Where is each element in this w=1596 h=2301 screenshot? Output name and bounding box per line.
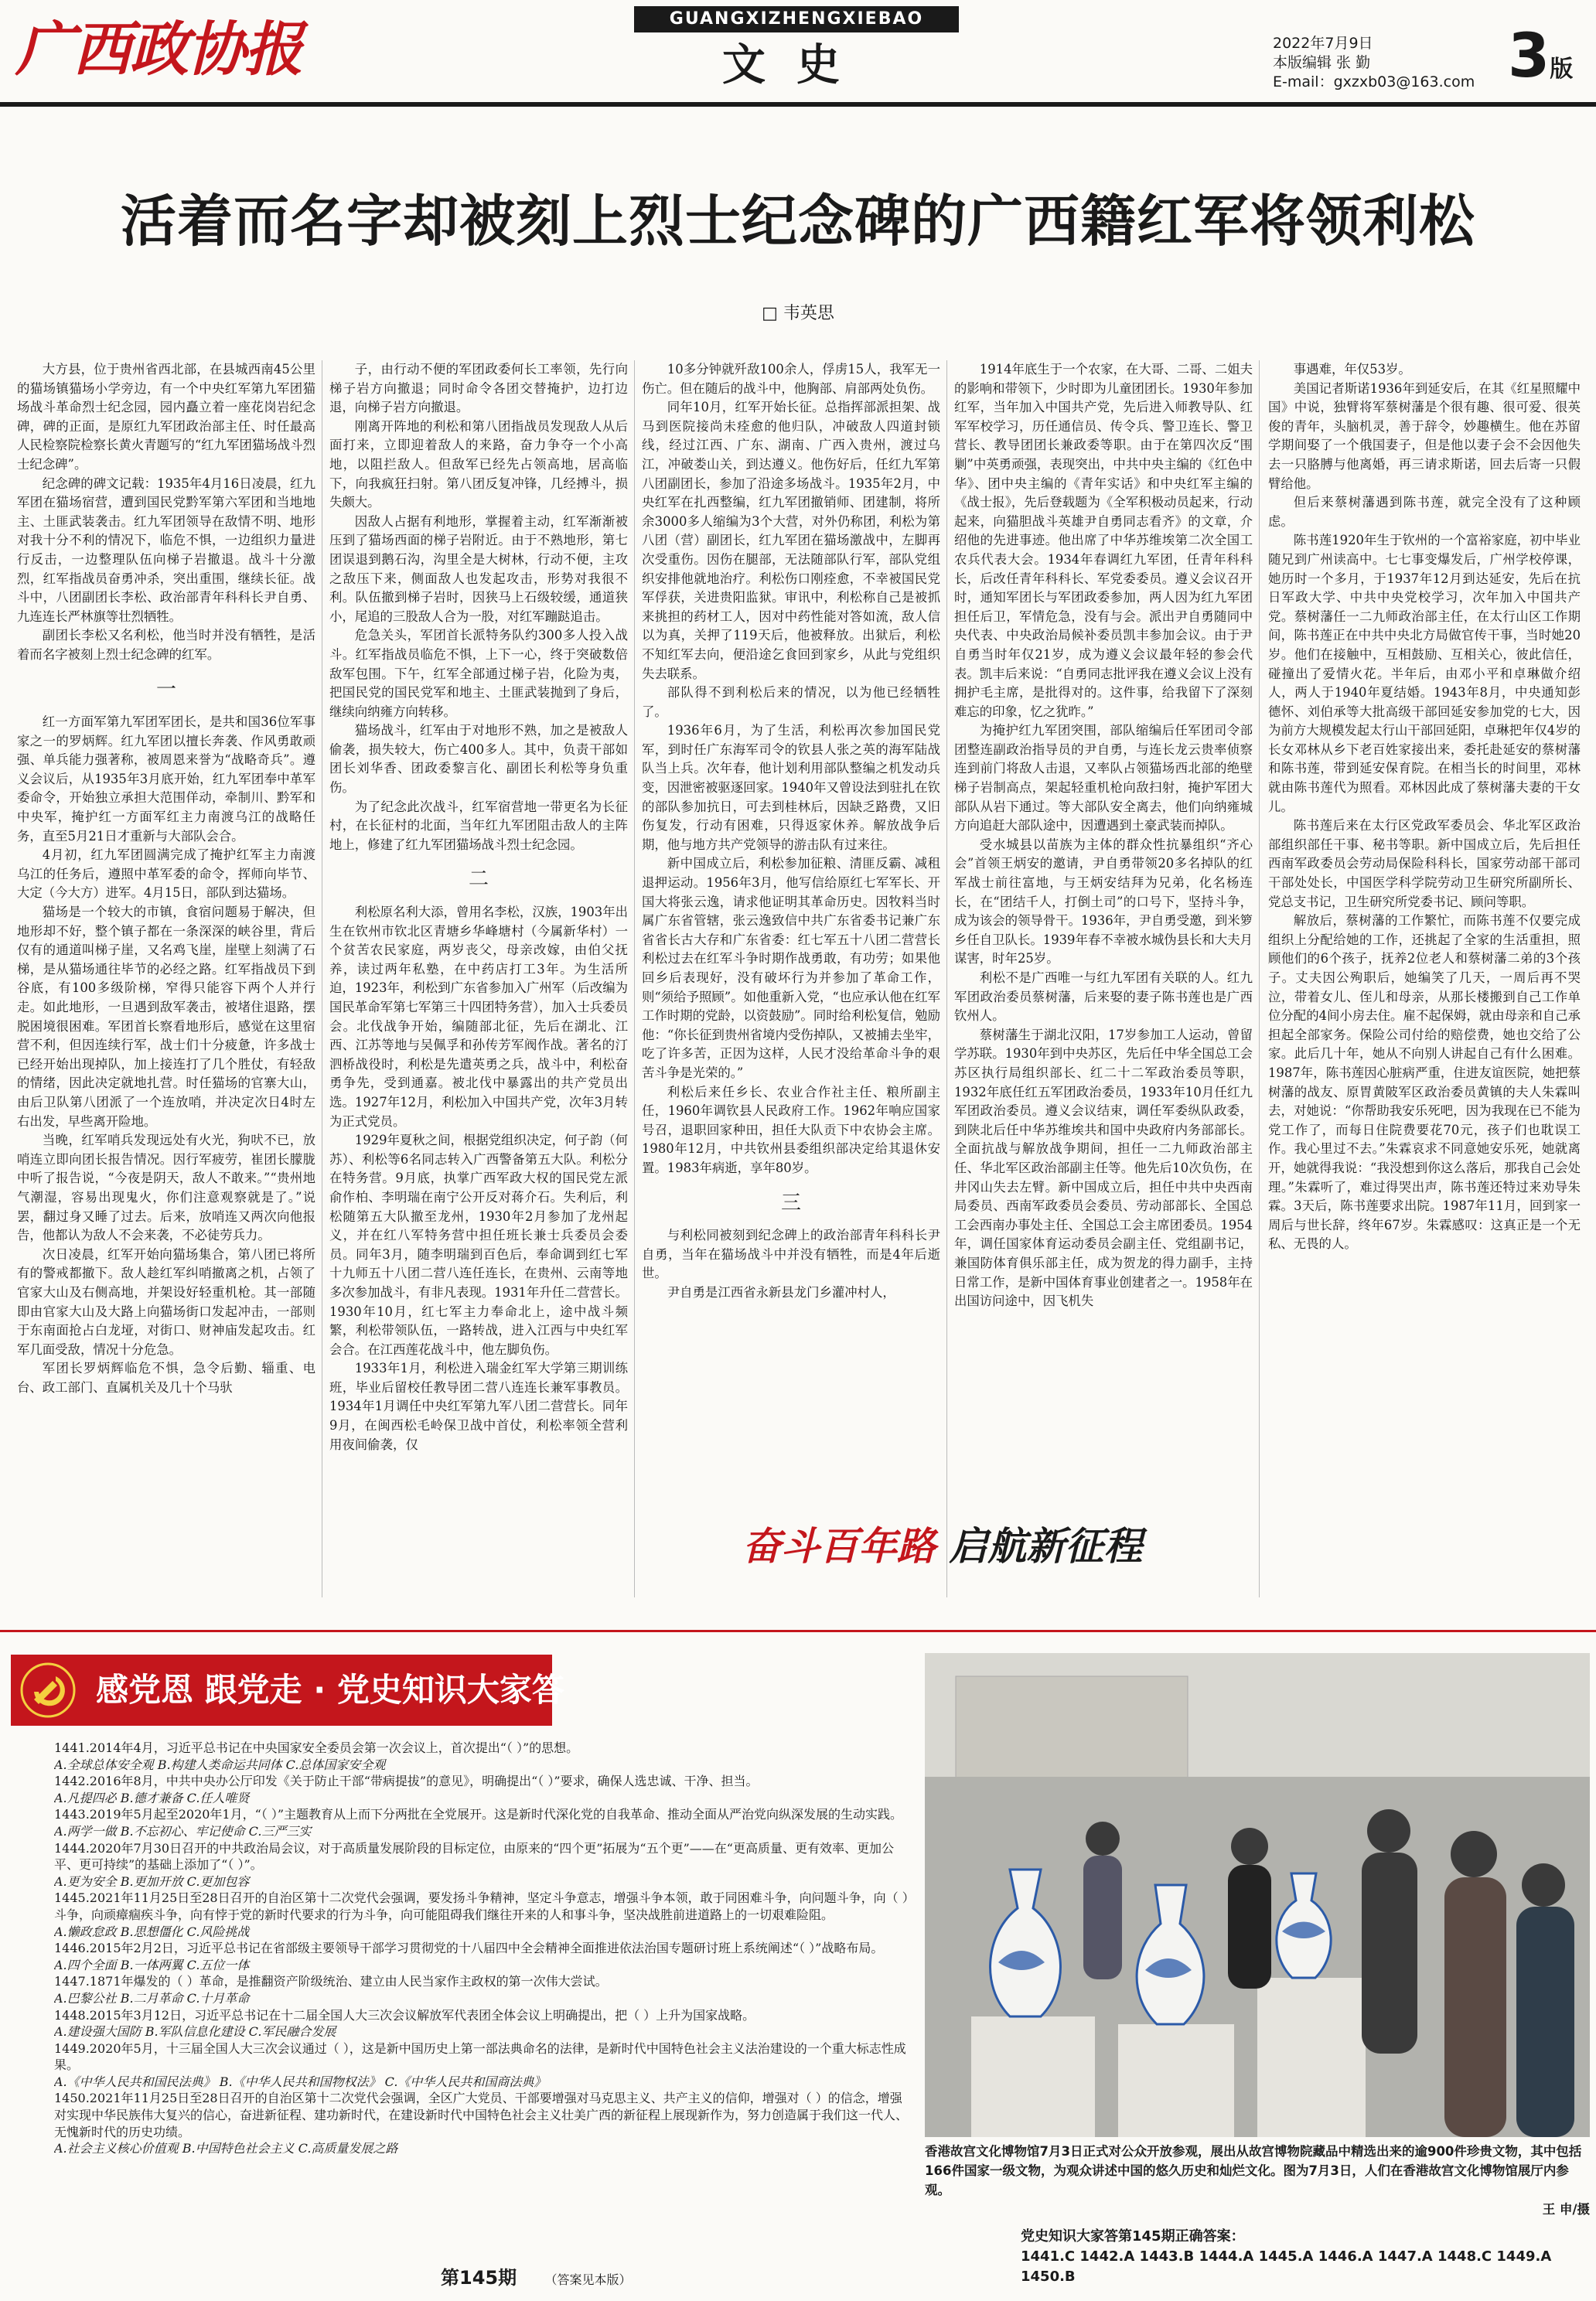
article-paragraph: 解放后，蔡树藩的工作繁忙，而陈书莲不仅要完成组织上分配给她的工作，还挑起了全家的生活重担，照顾他们的6个孩子，抚养2位老人和蔡树藩二弟的3个孩子。丈夫因公殉职后，她编笑了几天，一周后再不哭泣，带着女儿、侄儿和母亲，从那长楼搬到自己工作单位分配的4间小房去住。雇不起保姆，就由母亲和自己承担起全部家务。保险公司付给的赔偿费，她也交给了公家。此后几十年，她从不向别人讲起自己有什么困难。1987年，陈书莲因心脏病严重，住进友谊医院，她把蔡树藩的战友、原胃黄陂军区政治委员黄镇的夫人朱霖叫去，对她说：“你帮助我安乐死吧，因为我现在已不能为党工作了，而每日住院费要花70元，孩子们也耽误工作。我心里过不去。”朱霖哀求不同意她安乐死，她就离开，她就得我说：“我没想到你这么落后，那我自己会处理。”朱霖听了，难过得哭出声，陈书莲还特过来劝导朱霖。3天后，陈书莲要求出院。1987年11月，回到家一周后与世长辞，终年67岁。朱霖感叹：这真正是一个无私、无畏的人。 — [1268, 913, 1581, 1252]
issue-date: 2022年7月9日 — [1273, 35, 1373, 52]
article-paragraph: 但后来蔡树藩遇到陈书莲，就完全没有了这种顾虑。 — [1268, 495, 1581, 529]
quiz-footer — [441, 2262, 905, 2296]
section-number: 一 — [155, 677, 176, 701]
article-headline: 活着而名字却被刻上烈士纪念碑的广西籍红军将领利松 — [120, 189, 1475, 254]
article-column-3 — [642, 360, 940, 1303]
section-number: 三 — [780, 1191, 801, 1215]
article-paragraph: 受水城县以苗族为主体的群众性抗暴组织“齐心会”首领王炳安的邀请，尹自勇带领20多名掉队的红军战士前往富地，与王炳安结拜为兄弟，化名杨连长，在“团结千人，打倒土司”的口号下，坚持斗争，成为该会的领导骨干。1936年，尹自勇受邀，到米箩乡任自卫队长。1939年春不幸被水城伪县长和大夫月谋害，时年25岁。 — [954, 837, 1253, 966]
article-paragraph: 副团长李松又名利松，他当时并没有牺牲，是活着而名字被刻上烈士纪念碑的红军。 — [17, 628, 315, 662]
quiz-options: A.更为安全 B.更加开放 C.更加包容 — [54, 1873, 250, 1889]
article-paragraph: 事遇难，年仅53岁。 — [1293, 362, 1411, 377]
quiz-options: A.巴黎公社 B.二月革命 C.十月革命 — [54, 1990, 250, 2006]
section-title: 文史 — [722, 39, 871, 90]
quiz-question: 1441.2014年4月，习近平总书记在中央国家安全委员会第一次会议上，首次提出“（ ）”的思想。 — [54, 1740, 579, 1755]
column-divider — [634, 360, 635, 1597]
section-divider — [0, 1630, 1596, 1632]
article-paragraph: 军团长罗炳辉临危不惧，急令后勤、辎重、电台、政工部门、直属机关及几十个马驮 — [17, 1361, 315, 1395]
article-paragraph: 刚离开阵地的利松和第八团指战员发现敌人从后面打来，立即迎着敌人的来路，奋力争夺一个小高地，以阻拦敌人。但敌军已经先占领高地，居高临下，向我疯狂扫射。第八团反复冲锋，几经搏斗，损失颇大。 — [329, 418, 628, 510]
quiz-question: 1448.2015年3月12日，习近平总书记在十二届全国人大三次会议解放军代表团全体会议上明确提出，把（ ）上升为国家战略。 — [54, 2007, 755, 2023]
column-divider — [946, 360, 947, 1597]
quiz-answer-note: （答案见本版） — [544, 2272, 632, 2287]
slogan-banner — [742, 1512, 1253, 1581]
article-paragraph: 陈书莲后来在太行区党政军委员会、华北军区政治部组织部任干事、秘书等职。新中国成立后，先后担任西南军政委员会劳动局保险科科长，国家劳动部干部司干部处处长，中国医学科学院劳动卫生研究所副所长、党总支书记，卫生研究所党委书记、顾问等职。 — [1268, 818, 1581, 909]
slogan-part-2: 启航新征程 — [949, 1524, 1143, 1569]
article-paragraph: 尹自勇是江西省永新县龙门乡灌冲村人， — [667, 1284, 895, 1300]
news-photo — [925, 1653, 1590, 2137]
article-paragraph: 纪念碑的碑文记载：1935年4月16日凌晨，红九军团在猫场宿营，遭到国民党黔军第六军团和当地地主、土匪武装袭击。红九军团领导在敌情不明、地形对我十分不利的情况下，临危不惧，一边组织力量进行反击，一边整理队伍向梯子岩撤退。战斗十分激烈，红军指战员奋勇冲杀，突出重围，继续长征。战斗中，八团副团长李松、政治部青年科科长尹自勇、九连连长严林旗等壮烈牺牲。 — [17, 476, 315, 624]
photo-credit: 王 申/摄 — [1542, 2202, 1590, 2217]
article-paragraph: 部队得不到利松后来的情况，以为他已经牺牲了。 — [642, 685, 940, 719]
quiz-question: 1445.2021年11月25日至28日召开的自治区第十二次党代会强调，要发扬斗争精神，坚定斗争意志，增强斗争本领，敢于同困难斗争，向问题斗争，向（ ）斗争，向顽瘴痼疾斗争，向有悖于党的新时代要求的行为斗争，向可能阻碍我们继往开来的人和事斗争，坚决战胜前进道路上的一切艰难险阻。 — [54, 1890, 909, 1922]
quiz-options: A.全球总体安全观 B.构建人类命运共同体 C.总体国家安全观 — [54, 1757, 386, 1772]
article-paragraph: 利松后来任乡长、农业合作社主任、粮所副主任，1960年调钦县人民政府工作。1962年响应国家号召，退职回家种田，担任大队贡下中农协会主席。1980年12月，中共钦州县委组织部决定给其退休安置。1983年病逝，享年80岁。 — [642, 1084, 940, 1175]
quiz-question: 1450.2021年11月25日至28日召开的自治区第十二次党代会强调，全区广大党员、干部要增强对马克思主义、共产主义的信仰，增强对（ ）的信念，增强对实现中华民族伟大复兴的信心，奋进新征程、建功新时代，在建设新时代中国特色社会主义壮美广西的新征程上展现新作为，努力创造属于我们这一代人、无愧新时代的历史功绩。 — [54, 2091, 909, 2139]
article-paragraph: 4月初，红九军团圆满完成了掩护红军主力南渡乌江的任务后，遵照中革军委的命令，挥师向毕节、大定（今大方）进军。4月15日，部队到达猫场。 — [17, 847, 315, 901]
quiz-question: 1444.2020年7月30日召开的中共政治局会议，对于高质量发展阶段的目标定位，由原来的“四个更”拓展为“五个更”——在“更高质量、更有效率、更加公平、更可持续”的基础上添加了“（ ）”。 — [54, 1840, 894, 1873]
masthead-rule — [0, 102, 1596, 107]
article-paragraph: 因敌人占据有利地形，掌握着主动，红军渐渐被压到了猫场西面的梯子岩附近。由于不熟地形，第七团误退到鹅石沟，沟里全是大树林，行动不便，主攻之敌压下来，侧面敌人也发起攻击，形势对我很不利。队伍撤到梯子岩时，因狭马上石级较缓，通道狭小，尾追的三股敌人合为一股，对红军蹦跶追击。 — [329, 513, 628, 624]
article-paragraph: 1936年6月，为了生活，利松再次参加国民党军，到时任广东海军司令的钦县人张之英的海军陆战队当上兵。次年春，他计划利用部队整编之机发动兵变，因泄密被驱逐回家。1940年又曾设法到驻扎在钦的部队参加抗日，可去到桂林后，因缺乏路费，又旧伤复发，行动有困难，只得返家休养。解放战争后期，他与地方共产党领导的游击队有过来往。 — [642, 723, 940, 852]
quiz-questions — [54, 1740, 912, 2273]
quiz-question: 1446.2015年2月2日，习近平总书记在省部级主要领导干部学习贯彻党的十八届四中全会精神全面推进依法治国专题研讨班上系统阐述“（ ）”战略布局。 — [54, 1941, 884, 1956]
quiz-question: 1443.2019年5月起至2020年1月，“（ ）”主题教育从上而下分两批在全党展开。这是新时代深化党的自我革命、推动全面从严治党向纵深发展的生动实践。 — [54, 1807, 903, 1822]
article-byline: □ 韦英思 — [762, 304, 834, 323]
quiz-options: A.《中华人民共和国民法典》 B.《中华人民共和国物权法》 C.《中华人民共和国商法典》 — [54, 2074, 547, 2089]
article-paragraph: 10多分钟就歼敌100余人，俘虏15人，我军无一伤亡。但在随后的战斗中，他胸部、肩部两处负伤。 — [642, 362, 940, 396]
quiz-options: A.四个全面 B.一体两翼 C.五位一体 — [54, 1957, 250, 1972]
article-paragraph: 利松原名利大添，曾用名李松，汉族，1903年出生在钦州市钦北区青塘乡华峰塘村（今属新华村）一个贫苦农民家庭，两岁丧父，母亲改嫁，由伯父抚养，读过两年私塾，在中药店打工3年。为生活所迫，1923年，利松到广东省参加入广州军（后改编为国民革命军第七军第三十四团特务营），加入士兵委员会。北伐战争开始，编随部北征，先后在湖北、江西、江苏等地与吴佩孚和孙传芳军阀作战。著名的汀泗桥战役时，利松是先遣英勇之兵，战斗中，利松奋勇争先，受到通嘉。被北伐中暴露出的共产党员出选。1927年12月，利松加入中国共产党，次年3月转为正式党员。 — [329, 905, 628, 1129]
article-paragraph: 当晚，红军哨兵发现远处有火光，狗吠不已，放哨连立即向团长报告情况。因行军疲劳，崔团长朦胧中听了报告说，“今夜是阴天，敌人不敢来。”“贵州地气潮湿，容易出现鬼火，你们注意观察就是了。”说罢，翻过身又睡了过去。后来，放哨连又两次向他报告，他都认为敌人不会来袭，不必徒劳兵力。 — [17, 1133, 315, 1243]
email-line: E-mail：gxzxb03@163.com — [1273, 73, 1475, 90]
quiz-banner: 感党恩 跟党走 · 党史知识大家答 — [11, 1655, 552, 1726]
quiz-options: A.凡提四必 B.德才兼备 C.任人唯贤 — [54, 1790, 250, 1805]
article-paragraph: 猫场战斗，红军由于对地形不熟，加之是被敌人偷袭，损失较大，伤亡400多人。其中，负责干部如团长刘华香、团政委黎言化、副团长利松等身负重伤。 — [329, 723, 628, 796]
page-number-digit: 3 — [1508, 22, 1550, 91]
page-number — [1508, 22, 1593, 99]
article-paragraph: 1929年夏秋之间，根据党组织决定，何子韵（何苏）、利松等6名同志转入广西警备第五大队。利松分在特务营。9月底，执掌广西军政大权的国民党左派俞作柏、李明瑞在南宁公开反对蒋介石。失利后，利松随第五大队撤至龙州，1930年2月参加了龙州起义，并在红八军特务营中担任班长兼士兵委员会委员。同年3月，随李明瑞到百色后，奉命调到红七军十九师五十八团二营八连任连长，在贵州、云南等地多次参加战斗，有非凡表现。1931年升任二营营长。1930年10月，红七军主力奉命北上，途中战斗频繁，利松带领队伍，一路转战，进入江西与中央红军会合。在江西莲花战斗中，他左脚负伤。 — [329, 1133, 628, 1357]
article-paragraph: 与利松同被刻到纪念碑上的政治部青年科科长尹自勇，当年在猫场战斗中并没有牺牲，而是4年后逝世。 — [642, 1228, 940, 1281]
article-paragraph: 红一方面军第九军团军团长，是共和国36位军事家之一的罗炳辉。红九军团以擅长奔袭、作风勇敢顽强、单兵能力强著称，被周恩来誉为“战略奇兵”。遵义会议后，从1935年3月底开始，红九军团奉中革军委命令，开始独立承担大范围佯动，牵制川、黔军和中央军，掩护红一方面军红主力南渡乌江的战略任务，直至5月21日才重新与大部队会合。 — [17, 714, 315, 844]
column-divider — [1259, 360, 1260, 1597]
article-paragraph: 猫场是一个较大的市镇，食宿问题易于解决，但地形却不好，整个镇子都在一条深深的峡谷里，背后仅有的通道叫梯子崖，又名鸡飞崖，崖壁上刻满了石梯，是从猫场通往毕节的必经之路。红军指战员下到谷底，有100多级阶梯，窄得只能容下两个人并行走。如此地形，一旦遇到敌军袭击，被堵住退路，摆脱困境很困难。军团首长察看地形后，感觉在这里宿营不利，但因连续行军，战士们十分疲惫，许多战士已经开始出现掉队，加上接连打了几个胜仗，有轻敌的情绪，因此决定就地扎营。时任猫场的官寨大山，由后卫队第八团派了一个连放哨，并决定次日4时左右出发，早些离开险地。 — [17, 905, 315, 1129]
editor-line: 本版编辑 张 勤 — [1273, 54, 1371, 71]
quiz-issue: 第145期 — [441, 2267, 517, 2289]
quiz-options: A.社会主义核心价值观 B.中国特色社会主义 C.高质量发展之路 — [54, 2141, 398, 2156]
article-paragraph: 美国记者斯诺1936年到延安后，在其《红星照耀中国》中说，独臂将军蔡树藩是个很有趣、很可爱、很英俊的青年，头脑机灵，善于辞令，妙趣横生。他在苏留学期间娶了一个俄国妻子，但是他以妻子会不会因他失去一只胳膊与他离婚，再三请求斯诺，回去后寄一只假臂给他。 — [1268, 380, 1581, 491]
quiz-answers — [1021, 2227, 1593, 2287]
newspaper-logo: 广西政协报 — [15, 15, 302, 84]
article-paragraph: 为了纪念此次战斗，红军宿营地一带更名为长征村，在长征村的北面，当年红九军团阻击敌人的主阵地上，修建了红九军团猫场战斗烈士纪念园。 — [329, 799, 628, 852]
slogan-part-1: 奋斗百年路 — [742, 1524, 936, 1569]
photo-caption-text: 香港故宫文化博物馆7月3日正式对公众开放参观，展出从故宫博物院藏品中精选出来的逾900件珍贵文物，其中包括166件国家一级文物，为观众讲述中国的悠久历史和灿烂文化。图为7月3日，人们在香港故宫文化博物馆展厅内参观。 — [925, 2144, 1582, 2197]
article-paragraph: 子，由行动不便的军团政委何长工率领，先行向梯子岩方向撤退；同时命令各团交替掩护，边打边退，向梯子岩方向撤退。 — [329, 362, 628, 415]
article-paragraph: 新中国成立后，利松参加征粮、清匪反霸、减租退押运动。1956年3月，他写信给原红七军军长、开国大将张云逸，请求他证明其革命历史。因牧料当时属广东省管辖，张云逸致信中共广东省委书记兼广东省省长古大存和广东省委：红七军五十八团二营营长利松过去在红军斗争时期作战勇敢，有功劳；如果他回乡后表现好，没有破坏行为并参加了革命工作，则“须给予照顾”。如他重新入党，“也应承认他在红军工作时期的党龄，以资鼓励”。同时给利松复信，勉励他：“你长征到贵州省境内受伤掉队，又被捕去坐牢，吃了许多苦，正因为这样，人民才没给革命斗争的艰苦斗争是光荣的。” — [642, 856, 940, 1080]
museum-scene-image — [925, 1653, 1590, 2137]
article-paragraph: 同年10月，红军开始长征。总指挥部派担架、战马到医院接尚未痊愈的他归队，冲破敌人四道封锁线，经过江西、广东、湖南、广西入贵州，渡过乌江，冲破娄山关，到达遵义。他伤好后，任红九军第八团副团长，参加了沿途多场战斗。1935年2月，中央红军在扎西整编，红九军团撤销师、团建制，将所余3000多人缩编为3个大营，对外仍称团，利松为第八团（营）副团长，红九军团在猫场激战中，左脚再次受重伤。因伤在腿部，无法随部队行军，部队党组织安排他就地治疗。利松伤口刚痊愈，不幸被国民党军俘获，关进贵阳监狱。审讯中，利松称自己是被抓来挑担的药材工人，因对中药性能对答如流，敌人信以为真，关押了119天后，他被释放。出狱后，利松不知红军去向，便沿途乞食回到家乡，从此与党组织失去联系。 — [642, 400, 940, 681]
article-paragraph: 1914年底生于一个农家，在大哥、二哥、二姐夫的影响和带领下，少时即为儿童团团长。1930年参加红军，当年加入中国共产党，先后进入师教导队、红军军校学习，历任通信员、传令兵、警卫连长、警卫营长、教导团团长兼政委等职。由于在第四次反“围剿”中英勇顽强，表现突出，中共中央主编的《红色中华》、团中央主编的《青年实话》和中央红军主编的《战士报》，先后登载题为《全军积极动员起来，行动起来，向猫胆战斗英雄尹自勇同志看齐》的文章，介绍他的先进事迹。他出席了中华苏维埃第二次全国工农兵代表大会。1934年春调红九军团，任青年科科长，后改任青年科科长、军党委委员。遵义会议召开时，通知军团长与军团政委参加，两人因为红九军团担任后卫，军情危急，没有与会。派出尹自勇随同中央代表、中央政治局候补委员凯丰参加会议。由于尹自勇当时年仅21岁，成为遵义会议最年轻的参会代表。凯丰后来说：“自勇同志批评我在遵义会议上没有拥护毛主席，是批得对的。这件事，给我留下了深刻难忘的印象，忆之犹昨。” — [954, 362, 1253, 719]
page-number-suffix: 版 — [1550, 56, 1574, 83]
section-number: 二 — [468, 868, 489, 891]
quiz-question: 1442.2016年8月，中共中央办公厅印发《关于防止干部“带病提拔”的意见》，明确提出“（ ）”要求，确保人选忠诚、干净、担当。 — [54, 1774, 759, 1789]
quiz-question: 1449.2020年5月，十三届全国人大三次会议通过（ ），这是新中国历史上第一部法典命名的法律，是新时代中国特色社会主义法治建设的一个重大标志性成果。 — [54, 2040, 906, 2073]
quiz-answers-list: 1441.C 1442.A 1443.B 1444.A 1445.A 1446.A 1447.A 1448.C 1449.A 1450.B — [1021, 2248, 1552, 2285]
article-paragraph: 为掩护红九军团突围，部队缩编后任军团司令部团整连副政治指导员的尹自勇，与连长龙云贵率侦察连到前门将敌人击退，又率队占领猫场西北部的绝壁梯子岩制高点，架起轻重机枪向敌扫射，掩护军团大部队从岩下通过。等大部队安全离去，他们向纳雍城方向追赶大部队途中，因遭遇到土豪武装而掉队。 — [954, 723, 1253, 833]
article-column-2 — [329, 360, 628, 1454]
quiz-options: A.建设强大国防 B.军队信息化建设 C.军民融合发展 — [54, 2024, 336, 2040]
masthead-pinyin: GUANGXIZHENGXIEBAO — [634, 6, 959, 32]
issue-info — [1273, 34, 1505, 92]
article-paragraph: 1933年1月，利松进入瑞金红军大学第三期训练班，毕业后留校任教导团二营八连连长兼军事教员。1934年1月调任中央红军第九军八团二营营长。同年9月，在闽西松毛岭保卫战中首仗，利松率领全营利用夜间偷袭，仅 — [329, 1361, 628, 1452]
hammer-sickle-icon — [17, 1661, 79, 1720]
article-paragraph: 次日凌晨，红军开始向猫场集合，第八团已将所有的警戒都撤下。敌人趁红军纠哨撤离之机，占领了官家大山及右侧高地，并架设好轻重机枪。其一部随即由官家大山及大路上向猫场街口发起冲击，一部则于东南面抢占白龙垭，对街口、财神庙发起攻击。红军几面受敌，情况十分危急。 — [17, 1246, 315, 1357]
article-paragraph: 陈书莲1920年生于钦州的一个富裕家庭，初中毕业随兄到广州读高中。七七事变爆发后，广州学校停课，她历时一个多月，于1937年12月到达延安，先后在抗日军政大学、中共中央党校学习，次年加入中国共产党。蔡树藩任一二九师政治部主任，在太行山区工作期间，陈书莲正在中共中央北方局做官传干事，当时她20岁。他们在接触中，互相鼓励、互相关心，彼此信任，碰撞出了爱情火花。半年后，由邓小平和卓琳做介绍人，两人于1940年夏结婚。1943年8月，中央通知彭德怀、刘伯承等大批高级干部回延安参加党的七大，因为前方大规模发起太行山干部回延阳，卓琳把年仅4岁的长女邓林从乡下老百姓家接出来，委托赴延安的蔡树藩和陈书莲，带到延安保育院。在相当长的时间里，邓林就由陈书莲代为照看。邓林因此成了蔡树藩夫妻的干女儿。 — [1268, 533, 1581, 814]
quiz-answers-title: 党史知识大家答第145期正确答案： — [1021, 2228, 1245, 2245]
article-column-5 — [1268, 360, 1581, 1254]
quiz-options: A.懒政怠政 B.思想僵化 C.风险挑战 — [54, 1924, 250, 1939]
photo-caption — [925, 2142, 1590, 2219]
article-paragraph: 蔡树藩生于湖北汉阳，17岁参加工人运动，曾留学苏联。1930年到中央苏区，先后任中华全国总工会苏区执行局组织部长、红二十二军政治委员等职，1932年底任红五军团政治委员，1933年10月任红九军团政治委员。遵义会议结束，调任军委纵队政委，到陕北后任中华苏维埃共和国中央政府内务部部长。全面抗战与解放战争期间，担任一二九师政治部主任、华北军区政治部副主任等。他先后10次负伤，在井冈山失去左臂。新中国成立后，担任中共中央西南局委员、西南军政委员会委员、劳动部部长、全国总工会西南办事处主任、全国总工会主席团委员。1954年，调任国家体育运动委员会副主任、党组副书记，兼国防体育俱乐部主任，成为贺龙的得力副手，主持日常工作，是新中国体育事业创建者之一。1958年在出国访问途中，因飞机失 — [954, 1027, 1253, 1309]
article-paragraph: 危急关头，军团首长派特务队约300多人投入战斗。红军指战员临危不惧，上下一心，终于突破数倍敌军包围。下午，红军全部通过梯子岩，化险为夷，把国民党的国民党军和地主、土匪武装抛到了身后，继续向纳雍方向转移。 — [329, 628, 628, 719]
article-column-4 — [954, 360, 1253, 1311]
article-paragraph: 大方县，位于贵州省西北部，在县城西南45公里的猫场镇猫场小学旁边，有一个中央红军第九军团猫场战斗革命烈士纪念园，园内矗立着一座花岗岩纪念碑，碑的正面，是原红九军团政治部主任、时任最高人民检察院检察长黄火青题写的“红九军团猫场战斗烈士纪念碑”。 — [17, 362, 315, 472]
quiz-question: 1447.1871年爆发的（ ）革命，是推翻资产阶级统治、建立由人民当家作主政权的第一次伟大尝试。 — [54, 1974, 608, 1989]
article-column-1 — [17, 360, 315, 1397]
article-paragraph: 利松不是广西唯一与红九军团有关联的人。红九军团政治委员蔡树藩，后来娶的妻子陈书莲也是广西钦州人。 — [954, 970, 1253, 1024]
quiz-options: A.两学一做 B.不忘初心、牢记使命 C.三严三实 — [54, 1823, 312, 1839]
